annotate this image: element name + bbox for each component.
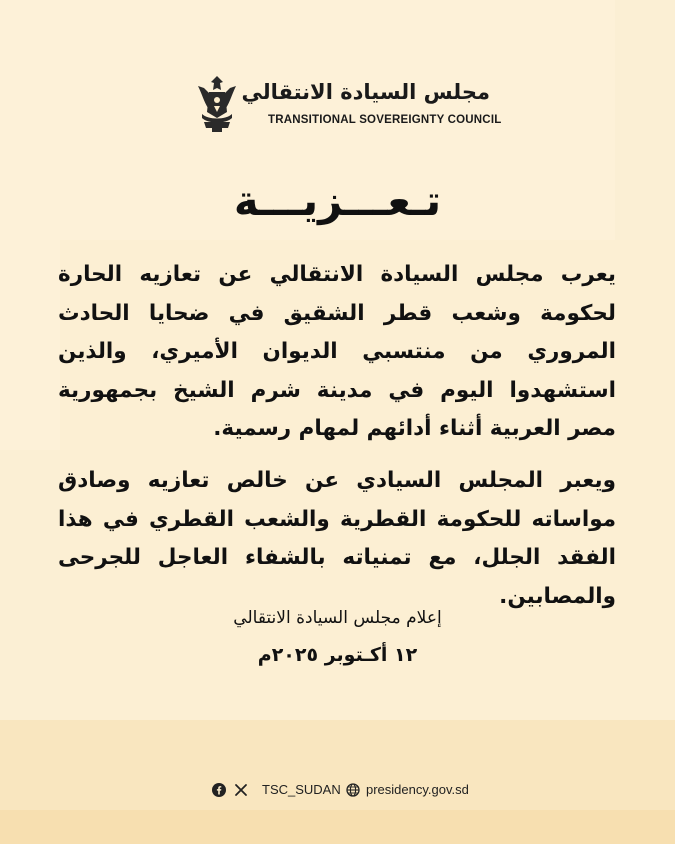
globe-icon xyxy=(346,783,360,797)
background-panel-footer xyxy=(0,810,675,844)
website-link[interactable] xyxy=(346,782,469,797)
council-header xyxy=(190,72,502,136)
social-handle[interactable]: TSC_SUDAN xyxy=(262,782,341,797)
council-english-name: TRANSITIONAL SOVEREIGNTY COUNCIL xyxy=(268,114,502,126)
signature-date: ١٢ أكـتوبر ٢٠٢٥م xyxy=(257,644,418,666)
secretary-bird-emblem-icon xyxy=(190,72,244,134)
x-icon[interactable] xyxy=(234,783,248,797)
footer xyxy=(0,782,675,802)
website-url[interactable]: presidency.gov.sd xyxy=(366,782,469,797)
condolence-paragraph-1: يعرب مجلس السيادة الانتقالي عن تعازيه الحارة لحكومة وشعب قطر الشقيق في ضحايا الحادث المروري من منتسبي الديوان الأميري، والذين استشهدوا اليوم في مدينة شرم الشيخ بجمهورية مصر العربية أثناء أدائهم لمهام رسمية. xyxy=(58,262,616,441)
condolence-paragraph-2: ويعبر المجلس السيادي عن خالص تعازيه وصادق مواساته للحكومة القطرية والشعب القطري في هذا الفقد الجلل، مع تمنياته بالشفاء العاجل للجرحى والمصابين. xyxy=(58,468,616,609)
council-arabic-name: مجلس السيادة الانتقالي xyxy=(241,80,490,104)
signature-source: إعلام مجلس السيادة الانتقالي xyxy=(233,608,442,628)
page-title: تـعـــزيـــة xyxy=(233,176,442,225)
facebook-icon[interactable] xyxy=(212,783,226,797)
social-links xyxy=(212,782,341,797)
